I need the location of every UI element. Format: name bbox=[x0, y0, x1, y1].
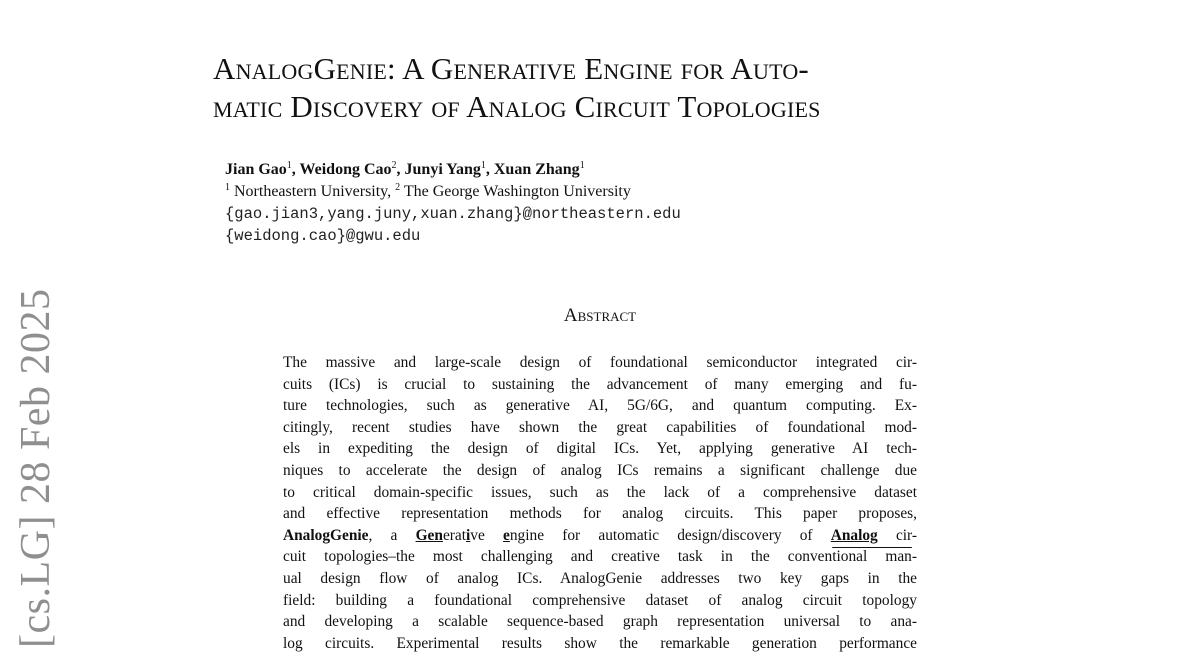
abstract-line: citingly, recent studies have shown the great capabilities of foundational mod- bbox=[283, 418, 917, 436]
abstract-line: els in expediting the design of digital ICs. Yet, applying generative AI tech- bbox=[283, 440, 917, 458]
abstract-line: cuits (ICs) is crucial to sustaining the advancement of many emerging and fu- bbox=[283, 375, 917, 393]
affiliation-1: Northeastern University, bbox=[234, 183, 392, 200]
abstract-line: field: building a foundational comprehensive dataset of analog circuit topology bbox=[283, 591, 917, 609]
author-names: Jian Gao$^1$, Weidong Cao$^2$, Junyi Yang$^1$, Xuan Zhang$^1$ bbox=[225, 160, 585, 178]
abstract-body bbox=[283, 352, 917, 654]
abstract-line: and developing a scalable sequence-based graph representation universal to ana- bbox=[283, 613, 917, 631]
email-line-2: {weidong.cao}@gwu.edu bbox=[225, 227, 421, 245]
author-affiliation-mark: 2 bbox=[391, 160, 397, 171]
abstract-line: niques to accelerate the design of analog ICs remains a significant challenge due bbox=[283, 461, 917, 479]
affiliations bbox=[225, 181, 925, 203]
acronym-letters: Gen bbox=[415, 526, 443, 544]
affiliation-mark: 1 bbox=[225, 182, 230, 193]
author-block bbox=[225, 159, 925, 247]
acronym-word: Analog bbox=[830, 526, 878, 544]
abstract-line: ture technologies, such as generative AI, 5G/6G, and quantum computing. Ex- bbox=[283, 397, 917, 415]
author-name: Jian Gao bbox=[225, 161, 287, 178]
author-affiliation-mark: 1 bbox=[480, 160, 486, 171]
author-name: Junyi Yang bbox=[404, 161, 481, 178]
abstract-heading: Abstract bbox=[563, 305, 637, 326]
title-line-2: matic Discovery of Analog Circuit Topologies bbox=[213, 89, 821, 124]
author-affiliation-mark: 1 bbox=[579, 160, 585, 171]
abstract-line: cuit topologies–the most challenging and creative task in the conventional man- bbox=[283, 548, 917, 566]
author-name: Weidong Cao bbox=[299, 161, 392, 178]
paper-title bbox=[213, 50, 1013, 126]
system-name: AnalogGenie bbox=[283, 526, 369, 544]
affiliation-2: The George Washington University bbox=[403, 183, 631, 200]
abstract-line: to critical domain-specific issues, such as the lack of a comprehensive dataset bbox=[283, 483, 917, 501]
arxiv-side-stamp: [cs.LG] 28 Feb 2025 bbox=[13, 288, 59, 648]
affiliation-mark: 2 bbox=[395, 182, 401, 193]
abstract-line: log circuits. Experimental results show the remarkable generation performance bbox=[283, 634, 917, 652]
acronym-letter: i bbox=[466, 526, 471, 544]
abstract-line: The massive and large-scale design of foundational semiconductor integrated cir- bbox=[283, 354, 917, 371]
author-affiliation-mark: 1 bbox=[286, 160, 292, 171]
title-line-1: AnalogGenie: A Generative Engine for Auto- bbox=[213, 51, 809, 86]
abstract-line: and effective representation methods for analog circuits. This paper proposes, bbox=[283, 505, 917, 523]
email-line-1: {gao.jian3,yang.juny,xuan.zhang}@northeastern.edu bbox=[225, 205, 681, 223]
acronym-letter: e bbox=[503, 526, 510, 544]
abstract-line: ual design flow of analog ICs. AnalogGenie addresses two key gaps in the bbox=[283, 569, 917, 587]
author-name: Xuan Zhang bbox=[493, 161, 580, 178]
overlined-text: tional man bbox=[832, 548, 912, 566]
abstract-line-with-emphasis: AnalogGenie, a Generative engine for automatic design/discovery of Analog cir- bbox=[283, 526, 917, 544]
